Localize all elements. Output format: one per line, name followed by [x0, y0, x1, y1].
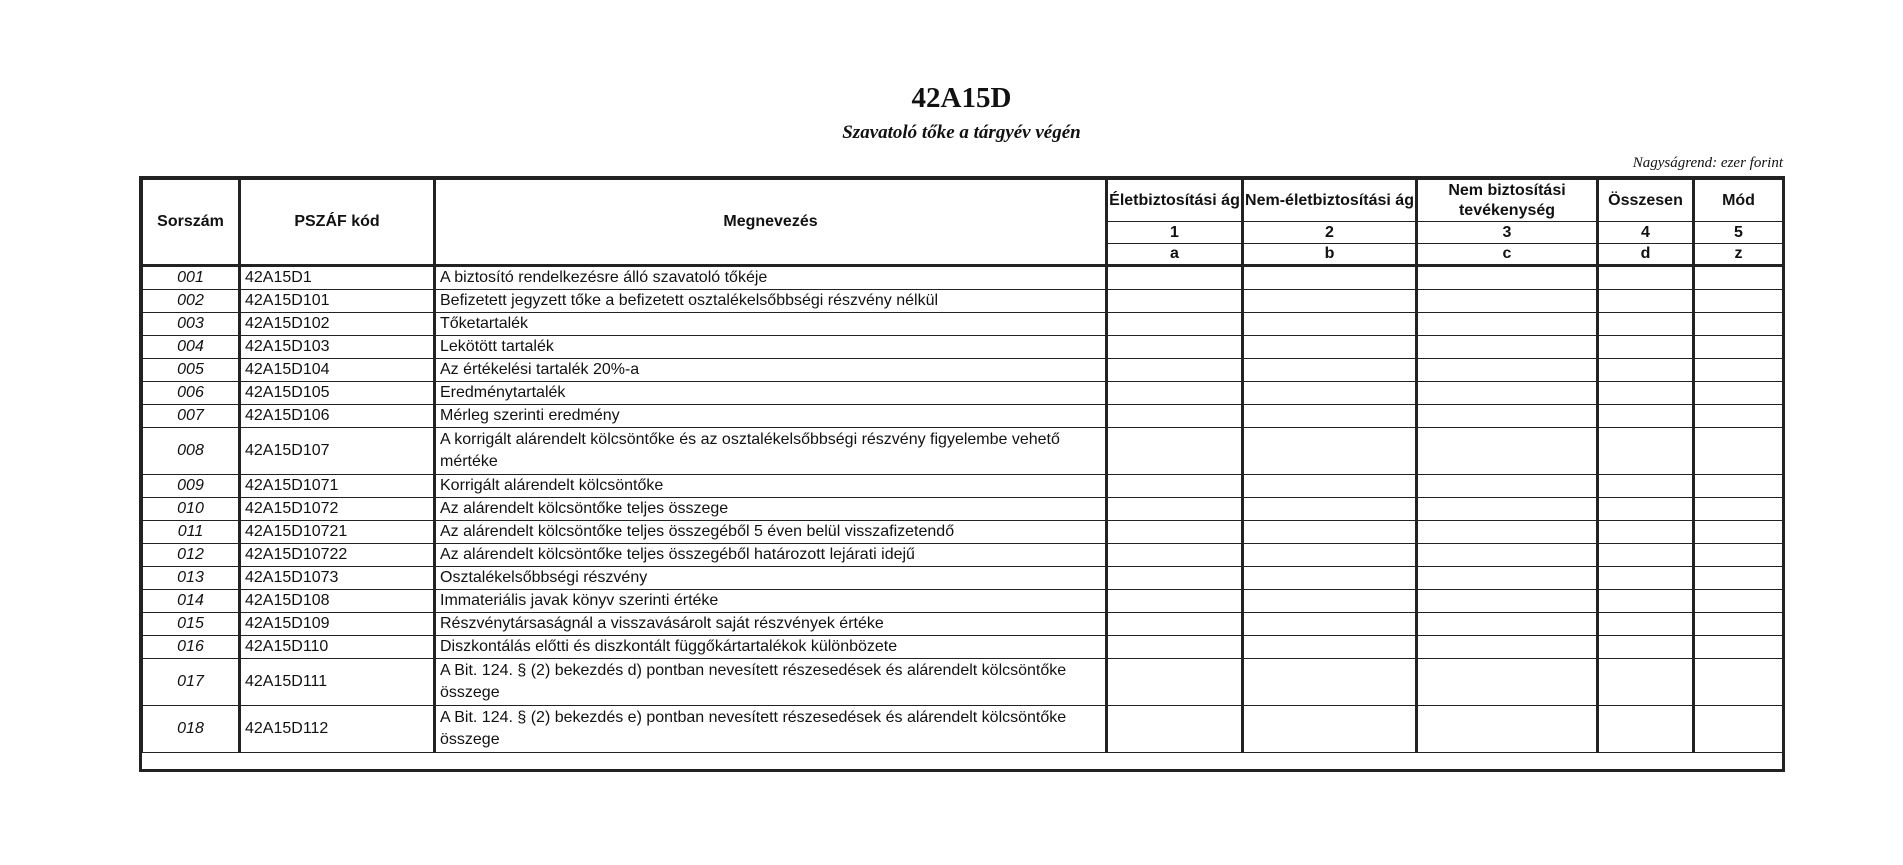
row-megnevezes: Részvénytársaságnál a visszavásárolt saját részvények értéke: [435, 613, 1107, 636]
row-sorszam: 002: [143, 290, 240, 313]
value-cell-5[interactable]: [1694, 498, 1783, 521]
unit-note: Nagyságrend: ezer forint: [1632, 155, 1783, 171]
value-cell-4[interactable]: [1598, 313, 1694, 336]
value-cell-4[interactable]: [1598, 521, 1694, 544]
value-cell-1[interactable]: [1107, 590, 1243, 613]
value-cell-5[interactable]: [1694, 428, 1783, 475]
value-cell-2[interactable]: [1243, 706, 1417, 753]
value-cell-4[interactable]: [1598, 382, 1694, 405]
row-pszaf-kod: 42A15D1071: [240, 475, 435, 498]
header-num-1: 1: [1107, 222, 1243, 244]
value-cell-3[interactable]: [1417, 475, 1598, 498]
header-col-4: Összesen: [1598, 180, 1694, 222]
row-pszaf-kod: 42A15D111: [240, 659, 435, 706]
value-cell-4[interactable]: [1598, 706, 1694, 753]
row-megnevezes: A korrigált alárendelt kölcsöntőke és az osztalékelsőbbségi részvény figyelembe vehető mértéke: [435, 428, 1107, 475]
form-subtitle: Szavatoló tőke a tárgyév végén: [842, 122, 1081, 143]
value-cell-3[interactable]: [1417, 313, 1598, 336]
header-letter-a: a: [1107, 244, 1243, 266]
header-letter-z: z: [1694, 244, 1783, 266]
value-cell-3[interactable]: [1417, 266, 1598, 290]
row-sorszam: 007: [143, 405, 240, 428]
value-cell-5[interactable]: [1694, 405, 1783, 428]
value-cell-5[interactable]: [1694, 521, 1783, 544]
row-sorszam: 015: [143, 613, 240, 636]
header-col-3: Nem biztosítási tevékenység: [1417, 180, 1598, 222]
table-row: [143, 498, 1783, 521]
value-cell-2[interactable]: [1243, 567, 1417, 590]
value-cell-4[interactable]: [1598, 428, 1694, 475]
row-megnevezes: A Bit. 124. § (2) bekezdés d) pontban nevesített részesedések és alárendelt kölcsöntőke összege: [435, 659, 1107, 706]
row-pszaf-kod: 42A15D10721: [240, 521, 435, 544]
table-row: [143, 613, 1783, 636]
value-cell-1[interactable]: [1107, 636, 1243, 659]
value-cell-1[interactable]: [1107, 706, 1243, 753]
header-num-2: 2: [1243, 222, 1417, 244]
header-letter-d: d: [1598, 244, 1694, 266]
row-pszaf-kod: 42A15D106: [240, 405, 435, 428]
row-sorszam: 012: [143, 544, 240, 567]
value-cell-4[interactable]: [1598, 498, 1694, 521]
table-row: [143, 706, 1783, 753]
header-letter-c: c: [1417, 244, 1598, 266]
value-cell-3[interactable]: [1417, 659, 1598, 706]
value-cell-4[interactable]: [1598, 590, 1694, 613]
value-cell-5[interactable]: [1694, 636, 1783, 659]
row-pszaf-kod: 42A15D108: [240, 590, 435, 613]
table-row: [143, 405, 1783, 428]
value-cell-5[interactable]: [1694, 659, 1783, 706]
value-cell-2[interactable]: [1243, 290, 1417, 313]
value-cell-4[interactable]: [1598, 659, 1694, 706]
table-row: [143, 266, 1783, 290]
value-cell-2[interactable]: [1243, 336, 1417, 359]
row-pszaf-kod: 42A15D10722: [240, 544, 435, 567]
table-row: [143, 475, 1783, 498]
value-cell-1[interactable]: [1107, 475, 1243, 498]
value-cell-2[interactable]: [1243, 428, 1417, 475]
table-row: [143, 313, 1783, 336]
row-pszaf-kod: 42A15D109: [240, 613, 435, 636]
value-cell-5[interactable]: [1694, 475, 1783, 498]
value-cell-1[interactable]: [1107, 382, 1243, 405]
table-row: [143, 521, 1783, 544]
value-cell-5[interactable]: [1694, 266, 1783, 290]
header-num-5: 5: [1694, 222, 1783, 244]
row-megnevezes: Lekötött tartalék: [435, 336, 1107, 359]
value-cell-3[interactable]: [1417, 359, 1598, 382]
value-cell-4[interactable]: [1598, 475, 1694, 498]
value-cell-1[interactable]: [1107, 359, 1243, 382]
row-megnevezes: A Bit. 124. § (2) bekezdés e) pontban nevesített részesedések és alárendelt kölcsöntőke összege: [435, 706, 1107, 753]
value-cell-3[interactable]: [1417, 613, 1598, 636]
value-cell-3[interactable]: [1417, 567, 1598, 590]
value-cell-3[interactable]: [1417, 706, 1598, 753]
row-megnevezes: Korrigált alárendelt kölcsöntőke: [435, 475, 1107, 498]
value-cell-3[interactable]: [1417, 290, 1598, 313]
value-cell-5[interactable]: [1694, 544, 1783, 567]
row-pszaf-kod: 42A15D110: [240, 636, 435, 659]
value-cell-2[interactable]: [1243, 405, 1417, 428]
row-megnevezes: Diszkontálás előtti és diszkontált függőkártartalékok különbözete: [435, 636, 1107, 659]
value-cell-1[interactable]: [1107, 428, 1243, 475]
value-cell-4[interactable]: [1598, 336, 1694, 359]
value-cell-1[interactable]: [1107, 266, 1243, 290]
row-megnevezes: Mérleg szerinti eredmény: [435, 405, 1107, 428]
value-cell-5[interactable]: [1694, 313, 1783, 336]
value-cell-1[interactable]: [1107, 405, 1243, 428]
row-sorszam: 006: [143, 382, 240, 405]
header-pszaf-kod: PSZÁF kód: [240, 180, 435, 266]
value-cell-5[interactable]: [1694, 567, 1783, 590]
header-num-4: 4: [1598, 222, 1694, 244]
header-num-3: 3: [1417, 222, 1598, 244]
table-row: [143, 290, 1783, 313]
row-megnevezes: Az alárendelt kölcsöntőke teljes összege: [435, 498, 1107, 521]
value-cell-5[interactable]: [1694, 706, 1783, 753]
row-sorszam: 017: [143, 659, 240, 706]
row-megnevezes: Befizetett jegyzett tőke a befizetett osztalékelsőbbségi részvény nélkül: [435, 290, 1107, 313]
value-cell-2[interactable]: [1243, 613, 1417, 636]
value-cell-5[interactable]: [1694, 290, 1783, 313]
value-cell-4[interactable]: [1598, 636, 1694, 659]
row-pszaf-kod: 42A15D1073: [240, 567, 435, 590]
table-row: [143, 636, 1783, 659]
data-table: [142, 179, 1783, 753]
row-megnevezes: Eredménytartalék: [435, 382, 1107, 405]
header-sorszam: Sorszám: [143, 180, 240, 266]
value-cell-5[interactable]: [1694, 359, 1783, 382]
value-cell-1[interactable]: [1107, 659, 1243, 706]
value-cell-1[interactable]: [1107, 313, 1243, 336]
row-pszaf-kod: 42A15D102: [240, 313, 435, 336]
table-row: [143, 336, 1783, 359]
row-sorszam: 016: [143, 636, 240, 659]
value-cell-4[interactable]: [1598, 405, 1694, 428]
row-pszaf-kod: 42A15D104: [240, 359, 435, 382]
value-cell-2[interactable]: [1243, 590, 1417, 613]
row-sorszam: 014: [143, 590, 240, 613]
value-cell-3[interactable]: [1417, 590, 1598, 613]
value-cell-5[interactable]: [1694, 613, 1783, 636]
row-sorszam: 003: [143, 313, 240, 336]
value-cell-1[interactable]: [1107, 544, 1243, 567]
value-cell-1[interactable]: [1107, 521, 1243, 544]
value-cell-3[interactable]: [1417, 382, 1598, 405]
value-cell-2[interactable]: [1243, 266, 1417, 290]
value-cell-4[interactable]: [1598, 567, 1694, 590]
value-cell-2[interactable]: [1243, 521, 1417, 544]
value-cell-2[interactable]: [1243, 475, 1417, 498]
value-cell-2[interactable]: [1243, 313, 1417, 336]
table-row: [143, 544, 1783, 567]
row-megnevezes: Immateriális javak könyv szerinti értéke: [435, 590, 1107, 613]
row-pszaf-kod: 42A15D112: [240, 706, 435, 753]
value-cell-5[interactable]: [1694, 590, 1783, 613]
table-row: [143, 382, 1783, 405]
row-sorszam: 010: [143, 498, 240, 521]
row-megnevezes: Az értékelési tartalék 20%-a: [435, 359, 1107, 382]
value-cell-1[interactable]: [1107, 498, 1243, 521]
value-cell-4[interactable]: [1598, 544, 1694, 567]
table-row: [143, 359, 1783, 382]
table-row: [143, 590, 1783, 613]
row-pszaf-kod: 42A15D1072: [240, 498, 435, 521]
table-row: [143, 567, 1783, 590]
row-megnevezes: A biztosító rendelkezésre álló szavatoló tőkéje: [435, 266, 1107, 290]
header-letter-b: b: [1243, 244, 1417, 266]
row-sorszam: 018: [143, 706, 240, 753]
row-pszaf-kod: 42A15D101: [240, 290, 435, 313]
value-cell-5[interactable]: [1694, 336, 1783, 359]
value-cell-1[interactable]: [1107, 290, 1243, 313]
row-sorszam: 011: [143, 521, 240, 544]
row-pszaf-kod: 42A15D103: [240, 336, 435, 359]
row-pszaf-kod: 42A15D105: [240, 382, 435, 405]
value-cell-2[interactable]: [1243, 636, 1417, 659]
value-cell-2[interactable]: [1243, 498, 1417, 521]
table-row: [143, 659, 1783, 706]
value-cell-3[interactable]: [1417, 544, 1598, 567]
table-row: [143, 428, 1783, 475]
row-sorszam: 009: [143, 475, 240, 498]
value-cell-3[interactable]: [1417, 336, 1598, 359]
value-cell-2[interactable]: [1243, 659, 1417, 706]
value-cell-3[interactable]: [1417, 498, 1598, 521]
value-cell-1[interactable]: [1107, 567, 1243, 590]
value-cell-4[interactable]: [1598, 290, 1694, 313]
value-cell-3[interactable]: [1417, 428, 1598, 475]
value-cell-2[interactable]: [1243, 382, 1417, 405]
header-megnevezes: Megnevezés: [435, 180, 1107, 266]
row-megnevezes: Tőketartalék: [435, 313, 1107, 336]
row-megnevezes: Az alárendelt kölcsöntőke teljes összegéből határozott lejárati idejű: [435, 544, 1107, 567]
value-cell-5[interactable]: [1694, 382, 1783, 405]
value-cell-3[interactable]: [1417, 521, 1598, 544]
row-sorszam: 001: [143, 266, 240, 290]
header-col-2: Nem-életbiztosítási ág: [1243, 180, 1417, 222]
value-cell-2[interactable]: [1243, 359, 1417, 382]
value-cell-3[interactable]: [1417, 636, 1598, 659]
value-cell-1[interactable]: [1107, 336, 1243, 359]
row-sorszam: 005: [143, 359, 240, 382]
value-cell-1[interactable]: [1107, 613, 1243, 636]
value-cell-2[interactable]: [1243, 544, 1417, 567]
row-sorszam: 004: [143, 336, 240, 359]
header-col-5: Mód: [1694, 180, 1783, 222]
row-pszaf-kod: 42A15D1: [240, 266, 435, 290]
value-cell-4[interactable]: [1598, 613, 1694, 636]
value-cell-3[interactable]: [1417, 405, 1598, 428]
form-title: 42A15D: [911, 82, 1012, 114]
row-megnevezes: Osztalékelsőbbségi részvény: [435, 567, 1107, 590]
row-megnevezes: Az alárendelt kölcsöntőke teljes összegéből 5 éven belül visszafizetendő: [435, 521, 1107, 544]
header-col-1: Életbiztosítási ág: [1107, 180, 1243, 222]
value-cell-4[interactable]: [1598, 266, 1694, 290]
row-pszaf-kod: 42A15D107: [240, 428, 435, 475]
row-sorszam: 008: [143, 428, 240, 475]
value-cell-4[interactable]: [1598, 359, 1694, 382]
row-sorszam: 013: [143, 567, 240, 590]
